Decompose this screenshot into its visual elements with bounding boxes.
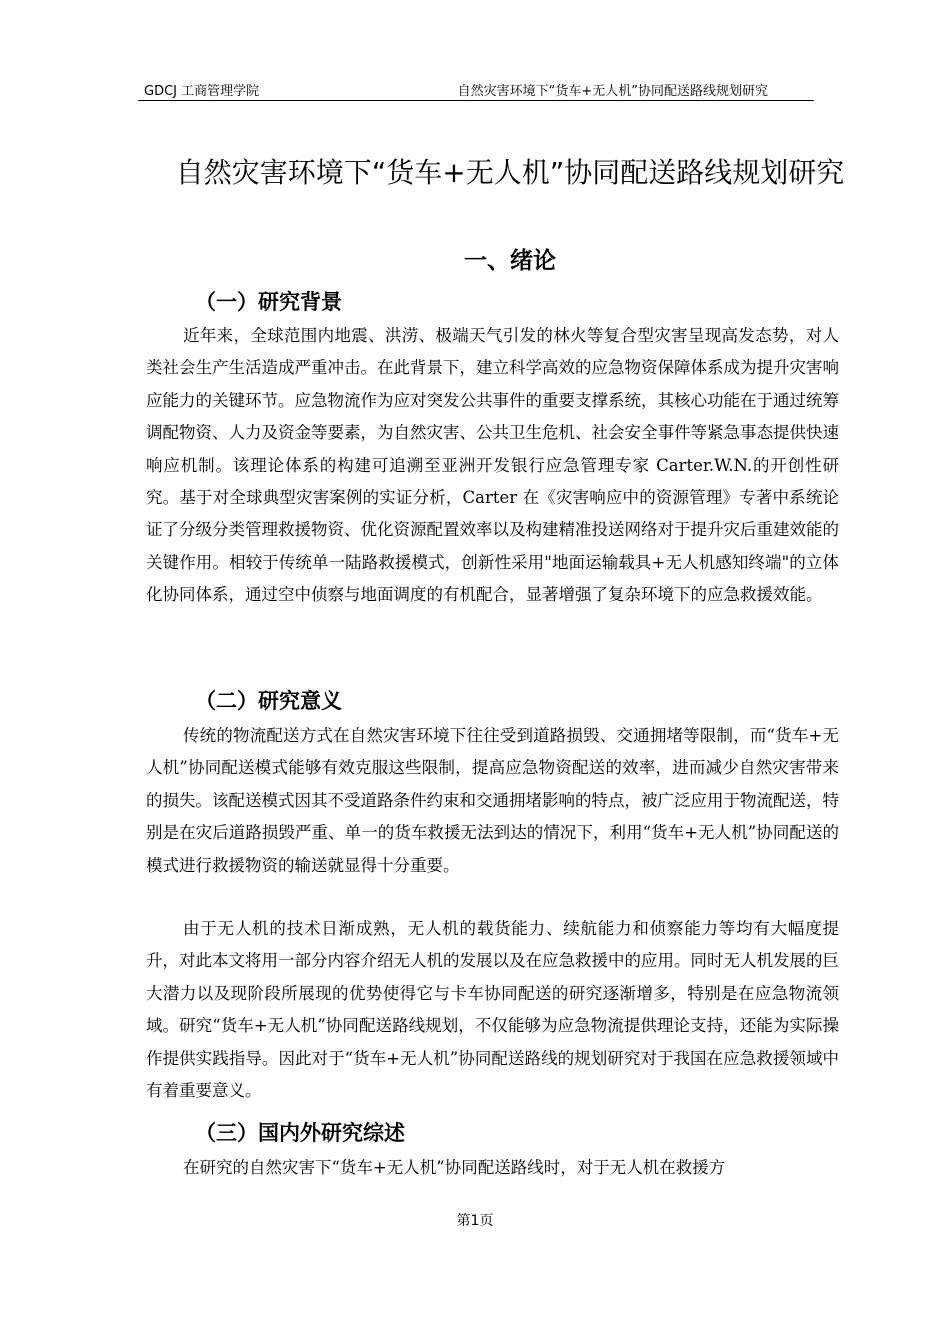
section-heading-literature-review: （三）国内外研究综述 <box>195 1121 405 1145</box>
paragraph-background: 近年来，全球范围内地震、洪涝、极端天气引发的林火等复合型灾害呈现高发态势，对人类社会生产生活造成严重冲击。在此背景下，建立科学高效的应急物资保障体系成为提升灾害响应能力的关键环节。应急物流作为应对突发公共事件的重要支撑系统，其核心功能在于通过统筹调配物资、人力及资金等要素，为自然灾害、公共卫生危机、社会安全事件等紧急事态提供快速响应机制。该理论体系的构建可追溯至亚洲开发银行应急管理专家 Carter.W.N.的开创性研究。基于对全球典型灾害案例的实证分析，Carter 在《灾害响应中的资源管理》专著中系统论证了分级分类管理救援物资、优化资源配置效率以及构建精准投送网络对于提升灾后重建效能的关键作用。相较于传统单一陆路救援模式，创新性采用"地面运输载具+无人机感知终端"的立体化协同体系，通过空中侦察与地面调度的有机配合，显著增强了复杂环境下的应急救援效能。 <box>146 326 839 605</box>
section-heading-significance: （二）研究意义 <box>195 689 342 713</box>
page-header <box>138 78 814 100</box>
paragraph-significance-2: 由于无人机的技术日渐成熟，无人机的载货能力、续航能力和侦察能力等均有大幅度提升，对此本文将用一部分内容介绍无人机的发展以及在应急救援中的应用。同时无人机发展的巨大潜力以及现阶段所展现的优势使得它与卡车协同配送的研究逐渐增多，特别是在应急物流领域。研究“货车+无人机”协同配送路线规划，不仅能够为应急物流提供理论支持，还能为实际操作提供实践指导。因此对于“货车+无人机”协同配送路线的规划研究对于我国在应急救援领域中有着重要意义。 <box>146 919 839 1101</box>
header-running-title: 自然灾害环境下“货车+无人机”协同配送路线规划研究 <box>457 84 768 99</box>
header-divider <box>138 100 814 101</box>
section-heading-background: （一）研究背景 <box>195 290 342 314</box>
page-number: 第1页 <box>456 1213 494 1229</box>
header-institution: GDCJ 工商管理学院 <box>144 84 260 99</box>
paragraph-significance-1: 传统的物流配送方式在自然灾害环境下往往受到道路损毁、交通拥堵等限制，而“货车+无人机”协同配送模式能够有效克服这些限制，提高应急物资配送的效率，进而减少自然灾害带来的损失。该配送模式因其不受道路条件约束和交通拥堵影响的特点，被广泛应用于物流配送，特别是在灾后道路损毁严重、单一的货车救援无法到达的情况下，利用“货车+无人机”协同配送的模式进行救援物资的输送就显得十分重要。 <box>146 726 839 875</box>
document-title: 自然灾害环境下“货车+无人机”协同配送路线规划研究 <box>175 156 845 189</box>
paragraph-literature-review: 在研究的自然灾害下“货车+无人机”协同配送路线时，对于无人机在救援方 <box>183 1158 726 1177</box>
chapter-heading: 一、绪论 <box>464 248 556 274</box>
